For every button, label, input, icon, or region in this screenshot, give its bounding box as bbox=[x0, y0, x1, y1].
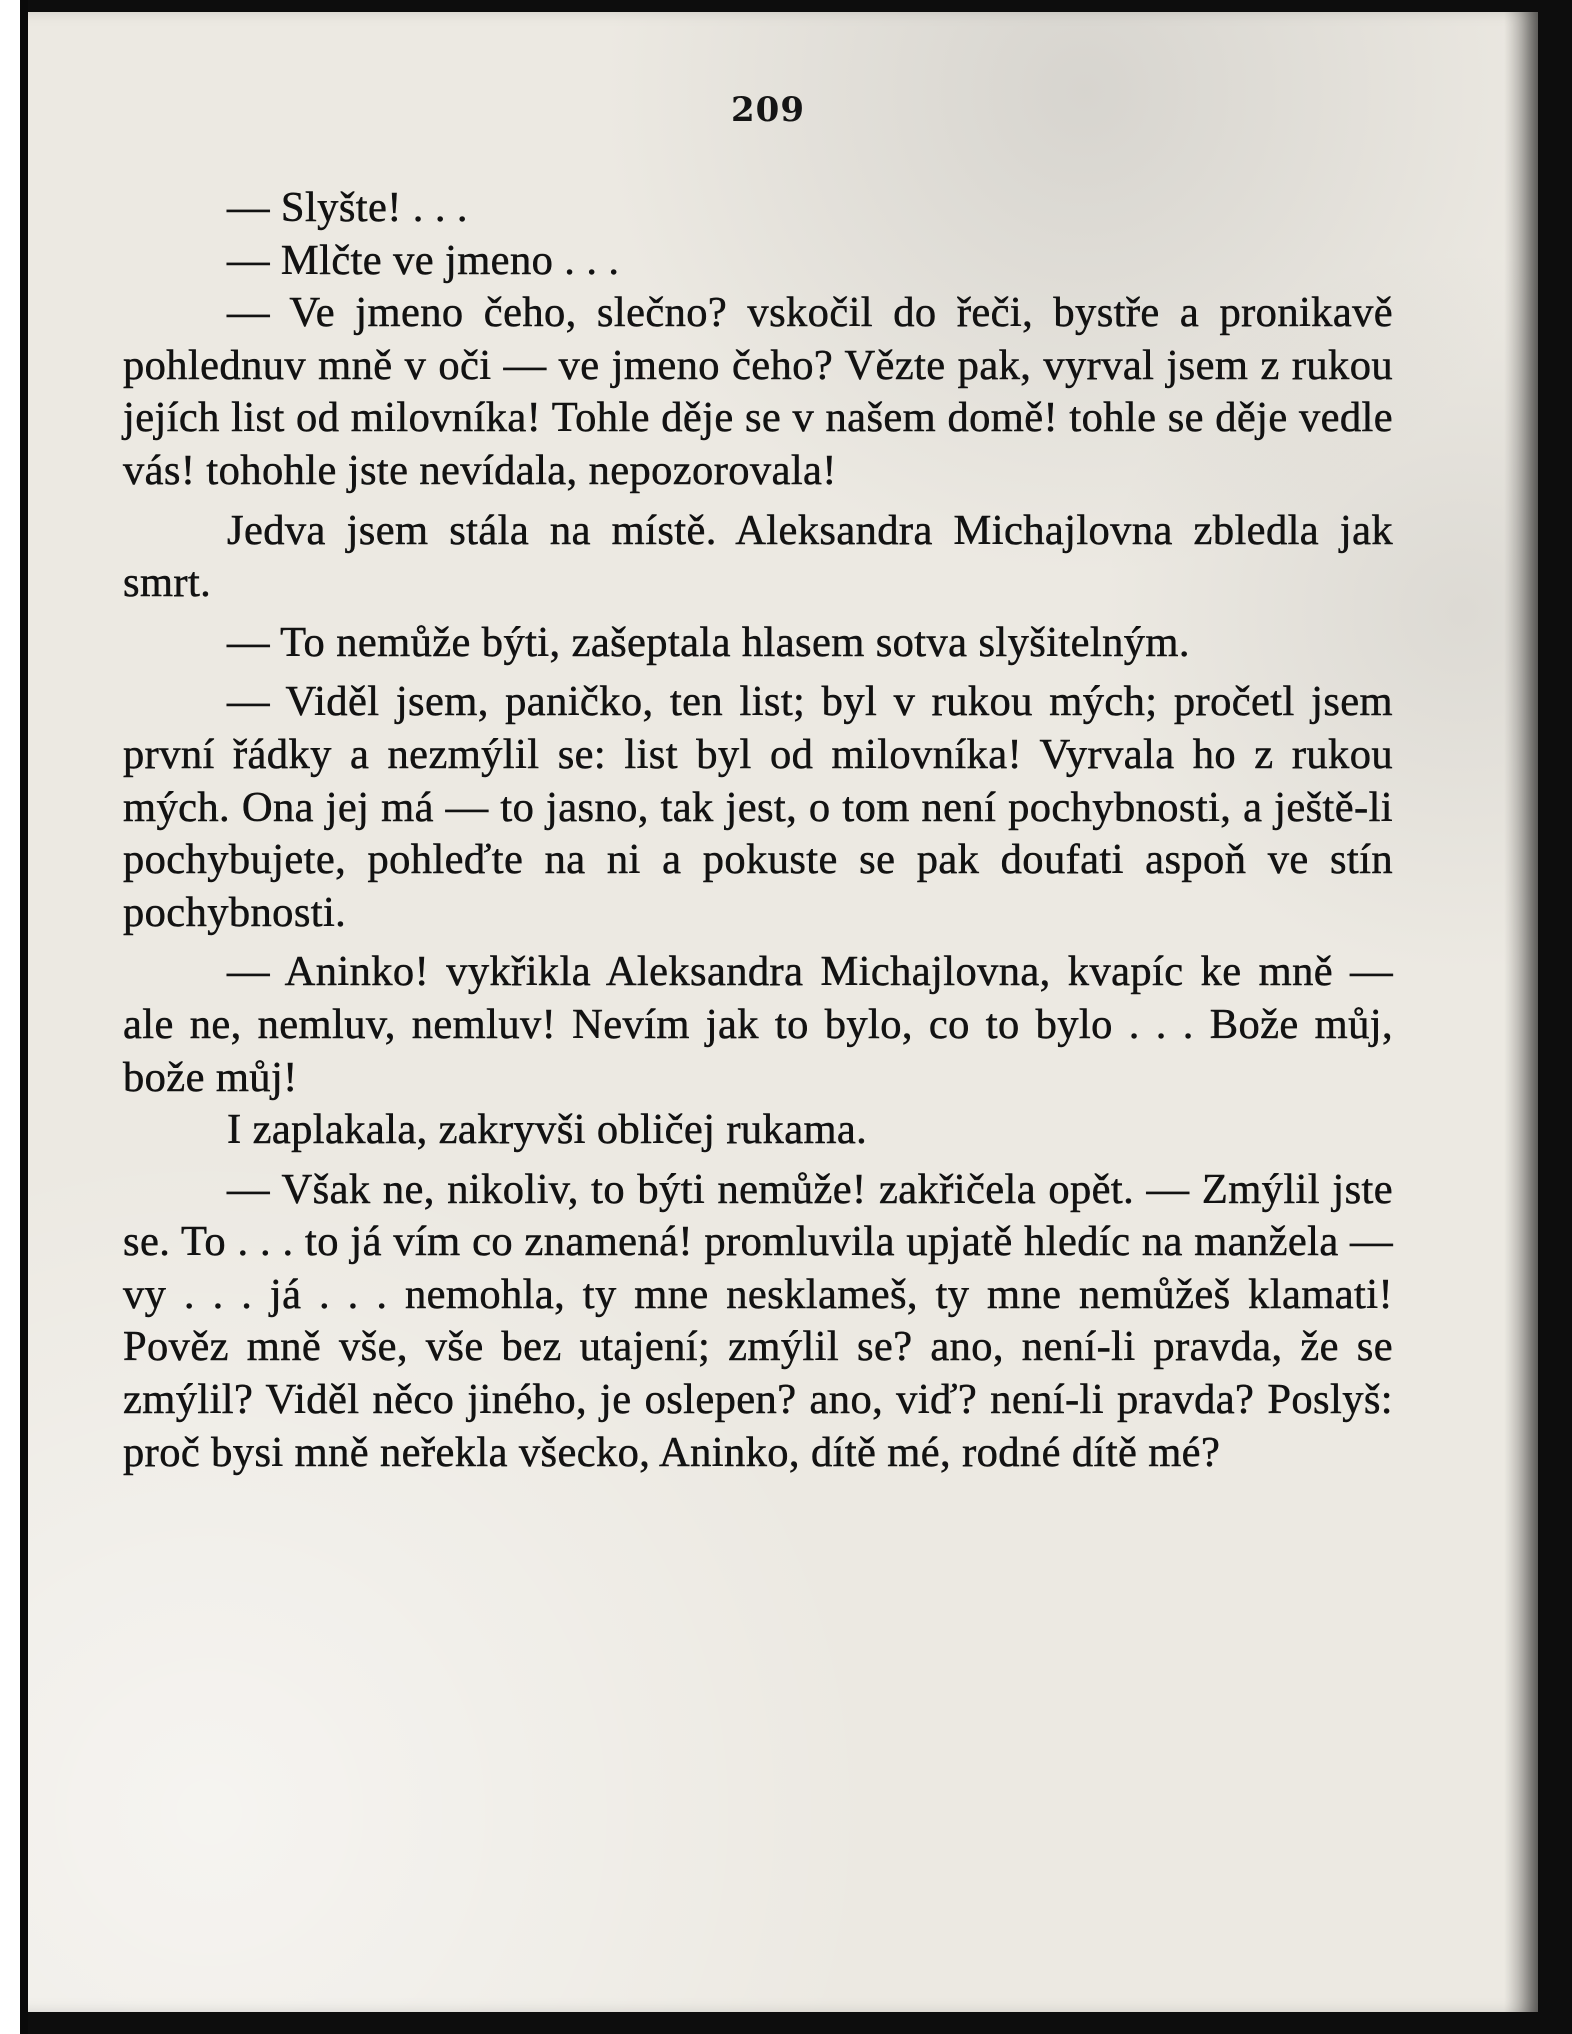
paragraph: — Viděl jsem, paničko, ten list; byl v rukou mých; pročetl jsem první řádky a nezmýlil se: list byl od milovníka! Vyrvala ho z rukou mých. Ona jej má — to jasno, tak jest, o tom není pochybnosti, a ještě-li pochybujete, pohleďte na ni a pokuste se pak doufati aspoň ve stín pochybnosti. bbox=[123, 678, 1393, 936]
paragraph: — To nemůže býti, zašeptala hlasem sotva slyšitelným. bbox=[227, 618, 1190, 666]
paragraph: — Ve jmeno čeho, slečno? vskočil do řeči, bystře a pronikavě pohlednuv mně v oči — ve jmeno čeho? Vězte pak, vyrval jsem z rukou jejích list od milovníka! Tohle děje se v našem domě! tohle se děje vedle vás! tohohle jste nevídala, nepozorovala! bbox=[123, 289, 1393, 494]
scan-left-border bbox=[20, 0, 28, 2034]
paragraph: — Mlčte ve jmeno . . . bbox=[227, 236, 620, 284]
page-shadow bbox=[1504, 12, 1538, 2012]
paragraph: I zaplakala, zakryvši obličej rukama. bbox=[227, 1106, 868, 1154]
page-number: 209 bbox=[731, 90, 805, 130]
paragraph: — Však ne, nikoliv, to býti nemůže! zakřičela opět. — Zmýlil jste se. To . . . to já vím co znamená! promluvila upjatě hledíc na manžela — vy . . . já . . . nemohla, ty mne nesklameš, ty mne nemůžeš klamati! Pověz mně vše, vše bez utajení; zmýlil se? ano, není-li pravda, že se zmýlil? Viděl něco jiného, je oslepen? ano, viď? není-li pravda? Poslyš: proč bysi mně neřekla všecko, Aninko, dítě mé, rodné dítě mé? bbox=[123, 1165, 1393, 1476]
page-body bbox=[123, 182, 1393, 1479]
book-page bbox=[28, 12, 1538, 2012]
paragraph: — Aninko! vykřikla Aleksandra Michajlovna, kvapíc ke mně — ale ne, nemluv, nemluv! Nevím jak to bylo, co to bylo . . . Bože můj, bože můj! bbox=[123, 948, 1393, 1101]
scan-left-margin bbox=[0, 0, 20, 2034]
paragraph: — Slyšte! . . . bbox=[227, 184, 468, 231]
paragraph: Jedva jsem stála na místě. Aleksandra Michajlovna zbledla jak smrt. bbox=[123, 506, 1393, 607]
